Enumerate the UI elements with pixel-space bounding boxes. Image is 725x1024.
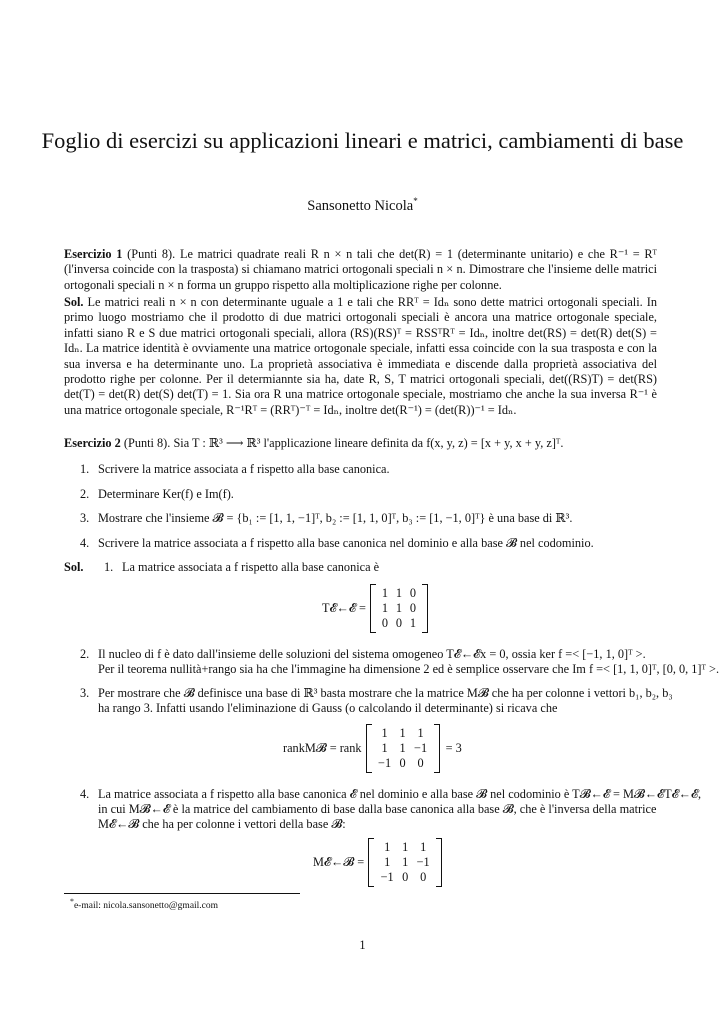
page-title: Foglio di esercizi su applicazioni lineari e matrici, cambiamenti di base bbox=[41, 128, 684, 153]
author-name: Sansonetto Nicola bbox=[307, 197, 414, 214]
step-text-line: in cui M𝓑←𝓔 è la matrice del cambiamento di base dalla base canonica alla base 𝓑, che è l'inversa della matrice bbox=[98, 802, 657, 816]
matrix-entry: 0 bbox=[381, 616, 388, 630]
matrix-entry: −1 bbox=[380, 870, 394, 884]
matrix-entry: 0 bbox=[395, 616, 402, 630]
step-number: 3. bbox=[80, 686, 90, 700]
footnote-mark: * bbox=[70, 897, 74, 906]
equation-lhs: T𝓔←𝓔 = bbox=[322, 601, 366, 615]
item-number: 3. bbox=[80, 511, 90, 525]
item-text: Determinare Ker(f) e Im(f). bbox=[98, 487, 234, 501]
matrix-M-B bbox=[366, 724, 440, 773]
matrix-entry: 1 bbox=[395, 586, 402, 600]
equation-lhs: rankM𝓑 = rank bbox=[283, 741, 362, 755]
matrix-entry: 1 bbox=[381, 726, 388, 740]
step-text-line: ha rango 3. Infatti usando l'eliminazione di Gauss (o calcolando il determinante) si ricava che bbox=[98, 701, 558, 715]
matrix-entry: 1 bbox=[420, 840, 427, 854]
step-number: 1. bbox=[104, 560, 114, 574]
step-text-line: Per mostrare che 𝓑 definisce una base di ℝ³ basta mostrare che la matrice M𝓑 che ha per colonne i vettori b₁, b₂, b₃ bbox=[98, 686, 673, 700]
matrix-entry: 1 bbox=[381, 741, 388, 755]
item-number: 4. bbox=[80, 536, 90, 550]
equation-lhs: M𝓔←𝓑 = bbox=[313, 855, 365, 869]
step-text-line: Il nucleo di f è dato dall'insieme delle soluzioni del sistema omogeneo T𝓔←𝓔x = 0, ossia ker f =< [−1, 1, 0]ᵀ >. bbox=[98, 647, 646, 661]
footnote-divider bbox=[64, 893, 300, 894]
matrix-entry: 1 bbox=[384, 840, 391, 854]
matrix-entry: 1 bbox=[381, 601, 388, 615]
item-text: Scrivere la matrice associata a f rispetto alla base canonica. bbox=[98, 462, 390, 476]
matrix-entry: 1 bbox=[381, 586, 388, 600]
matrix-M-E-B bbox=[368, 838, 442, 887]
footnote bbox=[70, 897, 218, 911]
equation-rank bbox=[283, 724, 462, 773]
matrix-entry: 1 bbox=[399, 726, 406, 740]
exercise-1 bbox=[64, 247, 657, 293]
matrix-entry: 1 bbox=[395, 601, 402, 615]
equation-rhs: = 3 bbox=[445, 741, 462, 755]
matrix-entry: 1 bbox=[402, 840, 409, 854]
matrix-entry: 1 bbox=[384, 855, 391, 869]
step-text-line: La matrice associata a f rispetto alla base canonica 𝓔 nel dominio e alla base 𝓑 nel codominio è T𝓑←𝓔 = M𝓑←𝓔T𝓔←𝓔, bbox=[98, 787, 702, 801]
matrix-entry: 0 bbox=[399, 756, 406, 770]
exercise-2 bbox=[64, 436, 657, 451]
item-number: 2. bbox=[80, 487, 90, 501]
page-number: 1 bbox=[359, 938, 366, 952]
solution-1-text: Le matrici reali n × n con determinante uguale a 1 e tali che RRᵀ = Idₙ sono dette matrici ortogonali speciali. In primo luogo mostriamo che il prodotto di due matrici ortogonali speciali è ancora una matrice ortogonale speciale, infatti siano R e S due matrici ortogonali speciali, allora (RS)(RS)ᵀ = RSSᵀRᵀ = Idₙ, inoltre det(RS) = det(R) det(S) = Idₙ. La matrice identità è ovviamente una matrice ortogonale speciale, infatti essa coincide con la sua trasposta e con la sua inversa e ha determinante uno. La proprietà associativa è immediata e discende dalla proprietà associativa del prodotto righe per colonne. Per il determiannte sia ha, date R, S, T matrici ortogonali speciali, det((RS)T) = det(RS) det(T) = det(R) det(S) det(T) = 1. Sia ora R una matrice ortogonale speciale, mostriamo che anche la sua inversa R⁻¹ è una matrice ortogonale speciale, R⁻¹Rᵀ = (RRᵀ)⁻ᵀ = Idₙ, inoltre det(R⁻¹) = (det(R))⁻¹ = Idₙ. bbox=[64, 295, 657, 417]
item-text: Scrivere la matrice associata a f rispetto alla base canonica nel dominio e alla base 𝓑 nel codominio. bbox=[98, 536, 594, 550]
exercise-1-heading: Esercizio 1 bbox=[64, 247, 123, 261]
exercise-2-points: (Punti 8). bbox=[123, 436, 171, 450]
step-number: 4. bbox=[80, 787, 90, 801]
matrix-entry: 0 bbox=[409, 601, 416, 615]
footnote-text: e-mail: nicola.sansonetto@gmail.com bbox=[73, 901, 219, 912]
exercise-1-points: (Punti 8). bbox=[127, 247, 176, 261]
matrix-entry: 1 bbox=[402, 855, 409, 869]
solution-1-heading: Sol. bbox=[64, 295, 84, 309]
exercise-2-text: Sia T : ℝ³ ⟶ ℝ³ l'applicazione lineare definita da f(x, y, z) = [x + y, x + y, z]ᵀ. bbox=[173, 436, 564, 450]
step-text-line: M𝓔←𝓑 che ha per colonne i vettori della base 𝓑: bbox=[98, 817, 346, 831]
matrix-entry: −1 bbox=[414, 741, 428, 755]
matrix-entry: −1 bbox=[378, 756, 392, 770]
step-number: 2. bbox=[80, 647, 90, 661]
matrix-entry: −1 bbox=[416, 855, 430, 869]
matrix-entry: 0 bbox=[402, 870, 409, 884]
matrix-entry: 0 bbox=[417, 756, 424, 770]
step-text-line: Per il teorema nullità+rango sia ha che l'immagine ha dimensione 2 ed è semplice osservare che Im f =< [1, 1, 0]ᵀ, [0, 0, 1]ᵀ >. bbox=[98, 662, 720, 676]
solution-2-heading: Sol. bbox=[64, 560, 84, 574]
matrix-T bbox=[370, 584, 428, 633]
author-footnote-mark: * bbox=[413, 196, 418, 206]
item-text: Mostrare che l'insieme 𝓑 = {b₁ := [1, 1, −1]ᵀ, b₂ := [1, 1, 0]ᵀ, b₃ := [1, −1, 0]ᵀ} è una base di ℝ³. bbox=[98, 511, 573, 525]
matrix-entry: 1 bbox=[399, 741, 406, 755]
exercise-1-text: Le matrici quadrate reali R n × n tali che det(R) = 1 (determinante unitario) e che R⁻¹ = Rᵀ (l'inversa coincide con la trasposta) si chiamano matrici ortogonali speciali n × n. Dimostrare che l'insieme delle matrici ortogonali speciali n × n forma un gruppo rispetto alla moltiplicazione righe per colonne. bbox=[64, 247, 657, 292]
item-number: 1. bbox=[80, 462, 90, 476]
author bbox=[0, 196, 725, 215]
step-text: La matrice associata a f rispetto alla base canonica è bbox=[122, 560, 380, 574]
matrix-entry: 1 bbox=[409, 616, 416, 630]
matrix-entry: 0 bbox=[409, 586, 416, 600]
matrix-entry: 0 bbox=[420, 870, 427, 884]
equation-M-E-B bbox=[313, 838, 442, 887]
matrix-entry: 1 bbox=[417, 726, 424, 740]
solution-1 bbox=[64, 295, 657, 418]
equation-T-matrix bbox=[322, 584, 428, 633]
exercise-2-heading: Esercizio 2 bbox=[64, 436, 121, 450]
